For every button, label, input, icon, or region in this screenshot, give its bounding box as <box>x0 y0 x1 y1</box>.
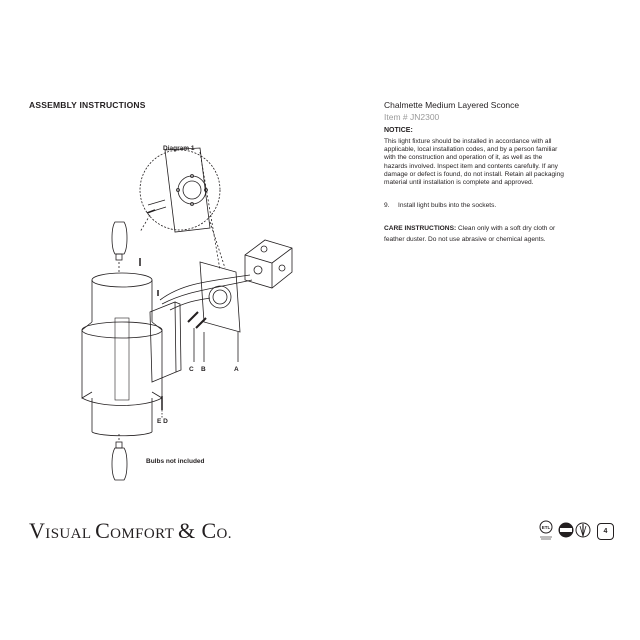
page-number-badge: 4 <box>597 523 614 540</box>
part-label-b: B <box>201 366 206 373</box>
product-name: Chalmette Medium Layered Sconce <box>384 100 520 110</box>
notice-line: applicable, local installation codes, and by a person familiar <box>384 146 558 154</box>
section-title: ASSEMBLY INSTRUCTIONS <box>29 100 146 110</box>
notice-line: with the construction and operation of it, as well as the <box>384 154 543 162</box>
item-number: Item # JN2300 <box>384 112 440 122</box>
part-label-c: C <box>189 366 194 373</box>
bulbs-not-included-note: Bulbs not included <box>146 458 205 465</box>
care-label: CARE INSTRUCTIONS: <box>384 225 457 232</box>
etl-listed-icon <box>540 521 552 539</box>
part-label-a: A <box>234 366 239 373</box>
care-line-2: feather duster. Do not use abrasive or chemical agents. <box>384 235 546 243</box>
care-line-1: Clean only with a soft dry cloth or <box>458 225 556 232</box>
step-text: Install light bulbs into the sockets. <box>398 202 497 209</box>
notice-label: NOTICE: <box>384 127 413 134</box>
notice-line: material until installation is complete and approved. <box>384 179 534 187</box>
step-number: 9. <box>384 202 390 209</box>
notice-line: damage or defect is found, do not install. Retain all packaging <box>384 170 564 178</box>
brand-logo: VISUAL COMFORT & CO. <box>29 518 232 543</box>
diagram-1-label: Diagram 1 <box>163 145 195 152</box>
part-label-ed: E D <box>157 418 168 425</box>
svg-text:ETL: ETL <box>541 525 551 530</box>
damp-location-icon <box>559 523 573 537</box>
notice-line: This light fixture should be installed in accordance with all <box>384 138 552 145</box>
notice-line: hazards involved. Inspect item and contents carefully. If any <box>384 162 558 170</box>
dimmable-icon <box>576 523 590 537</box>
